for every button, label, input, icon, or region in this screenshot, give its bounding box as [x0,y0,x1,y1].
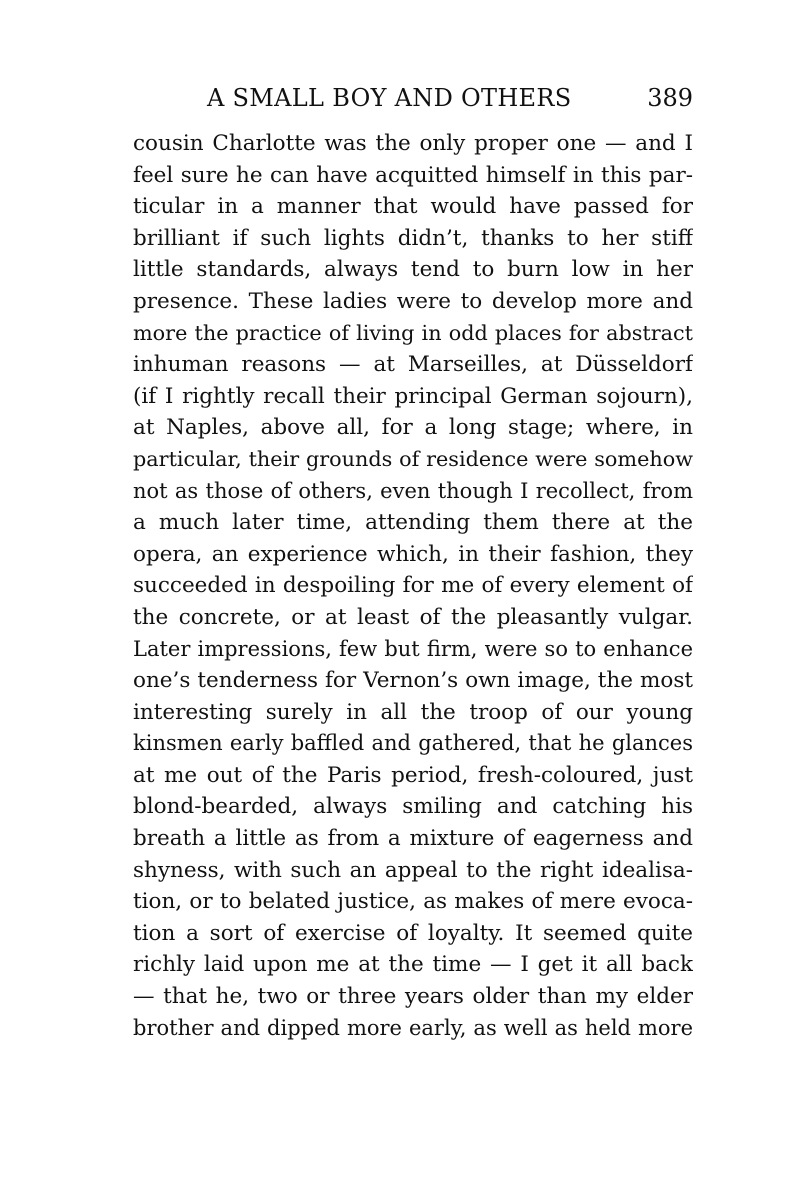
text-line: succeeded in despoiling for me of every element of [133,573,693,599]
text-line: richly laid upon me at the time — I get it all back [133,952,693,978]
text-line: brilliant if such lights didn’t, thanks to her stiff [133,225,693,251]
page-number: 389 [647,84,693,112]
text-line: one’s tenderness for Vernon’s own image, the most [133,668,693,694]
text-line: interesting surely in all the troop of our young [133,699,693,725]
text-line: breath a little as from a mixture of eagerness and [133,826,693,852]
text-line: — that he, two or three years older than my elder [133,984,693,1010]
text-line: opera, an experience which, in their fashion, they [133,541,693,567]
text-line: feel sure he can have acquitted himself in this par- [133,162,693,188]
body-text [133,128,693,1044]
text-line: at Naples, above all, for a long stage; where, in [133,415,693,441]
text-line: not as those of others, even though I recollect, from [133,478,693,503]
text-line: tion, or to belated justice, as makes of mere evoca- [133,889,693,915]
text-line: little standards, always tend to burn low in her [133,257,693,283]
text-line: at me out of the Paris period, fresh-coloured, just [133,762,693,788]
running-head [133,80,693,116]
text-line: presence. These ladies were to develop more and [133,288,693,314]
text-line: tion a sort of exercise of loyalty. It seemed quite [133,920,693,946]
running-title: A SMALL BOY AND OTHERS [207,84,572,112]
text-line: kinsmen early baffled and gathered, that he glances [133,731,693,756]
text-line: a much later time, attending them there at the [133,510,693,536]
text-line: cousin Charlotte was the only proper one — and I [133,131,693,156]
text-line: brother and dipped more early, as well as held more [133,1015,693,1040]
text-line: particular, their grounds of residence were somehow [133,446,693,471]
text-line: shyness, with such an appeal to the right idealisa- [133,857,693,883]
text-line: more the practice of living in odd places for abstract [133,320,693,345]
text-line: ticular in a manner that would have passed for [133,194,693,220]
text-line: (if I rightly recall their principal German sojourn), [133,383,693,409]
text-line: the concrete, or at least of the pleasantly vulgar. [133,604,693,630]
text-line: blond-bearded, always smiling and catching his [133,794,693,820]
text-line: Later impressions, few but firm, were so to enhance [133,636,693,661]
text-line: inhuman reasons — at Marseilles, at Düsseldorf [133,352,693,378]
